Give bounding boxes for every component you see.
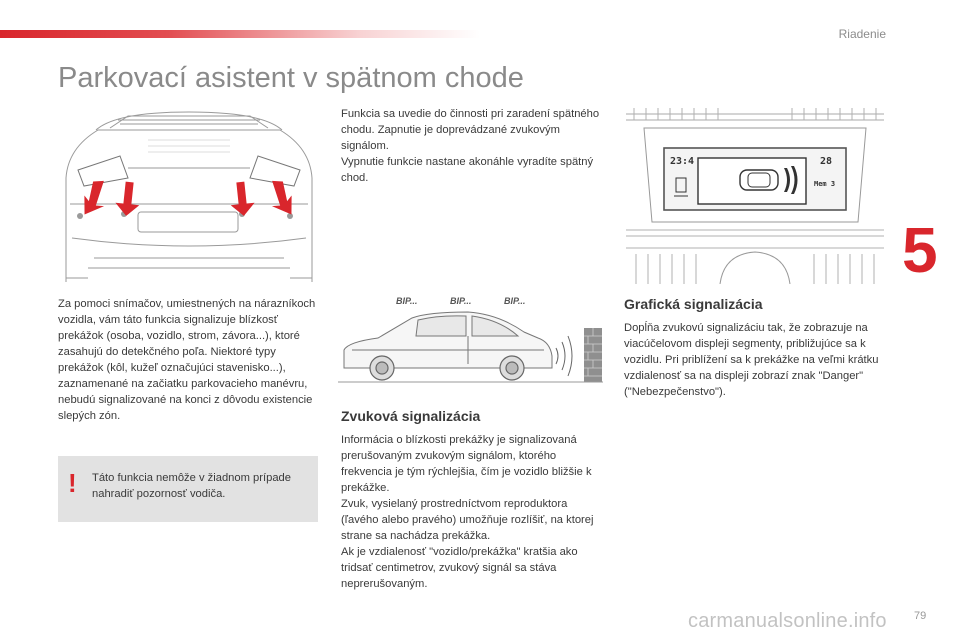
beep-label-2: BIP... <box>450 296 472 306</box>
sound-paragraph-3: Ak je vzdialenosť "vozidlo/prekážka" kratšia ako tridsať centimetrov, zvukový signál sa stáva neprerušovaným. <box>341 546 578 590</box>
rear-bumper-sensors-illustration <box>58 108 320 282</box>
graphic-signal-heading: Grafická signalizácia <box>624 296 763 312</box>
page-number: 79 <box>914 610 927 622</box>
red-arrow-icons <box>79 177 297 220</box>
page-title: Parkovací asistent v spätnom chode <box>58 62 524 94</box>
warning-text: Táto funkcia nemôže v žiadnom prípade nahradiť pozornosť vodiča. <box>92 472 291 500</box>
multifunction-display-illustration <box>624 108 886 284</box>
section-label: Riadenie <box>838 27 886 41</box>
beep-label-3: BIP... <box>504 296 526 306</box>
display-time: 23:4 <box>670 156 695 167</box>
sound-paragraph-1: Informácia o blízkosti prekážky je signalizovaná prerušovaným zvukovým signálom, ktorého frekvencia je tým rýchlejšia, čím je vozidlo bližšie k prekážke. <box>341 434 592 494</box>
sound-wave-icon <box>556 336 572 376</box>
car-top-view-icon <box>740 170 778 190</box>
display-memory: Mem 3 <box>814 180 836 188</box>
car-approaching-wall-illustration <box>338 292 603 392</box>
display-temperature: 28 <box>820 156 833 167</box>
intro-deactivation: Vypnutie funkcie nastane akonáhle vyradíte spätný chod. <box>341 156 594 184</box>
warning-box <box>58 456 318 522</box>
intro-activation: Funkcia sa uvedie do činnosti pri zaradení spätného chodu. Zapnutie je doprevádzané zvukovým signálom. <box>341 108 600 152</box>
brick-wall-icon <box>584 328 602 382</box>
sound-signal-heading: Zvuková signalizácia <box>341 408 481 424</box>
sensors-description: Za pomoci snímačov, umiestnených na nárazníkoch vozidla, vám táto funkcia signalizuje blízkosť prekážok (osoba, vozidlo, strom, závora...), ktoré zasahujú do detekčného poľa. Niektoré typy prekážok (kôl, kužeľ označujúci stavenisko...), zaznamenané na začiatku parkovacieho manévru, nebudú signalizované na konci z dôvodu existencie slepých zón. <box>58 298 316 422</box>
top-accent-bar <box>0 30 480 38</box>
beep-label-1: BIP... <box>396 296 418 306</box>
intro-text <box>341 106 601 186</box>
graphic-signal-text: Dopĺňa zvukovú signalizáciu tak, že zobrazuje na viacúčelovom displeji segmenty, približujúce sa k vozidlu. Pri priblížení sa k prekážke na veľmi krátku vzdialenosť sa na displeji zobrazí znak "Danger" ("Nebezpečenstvo"). <box>624 322 879 398</box>
chapter-number: 5 <box>902 214 938 286</box>
watermark: carmanualsonline.info <box>688 610 887 632</box>
sound-signal-text <box>341 432 603 592</box>
sound-paragraph-2: Zvuk, vysielaný prostredníctvom reproduktora (ľavého alebo pravého) umožňuje rozlíšiť, na ktorej strane sa nachádza prekážka. <box>341 498 594 542</box>
exclamation-mark-icon: ! <box>68 468 77 498</box>
